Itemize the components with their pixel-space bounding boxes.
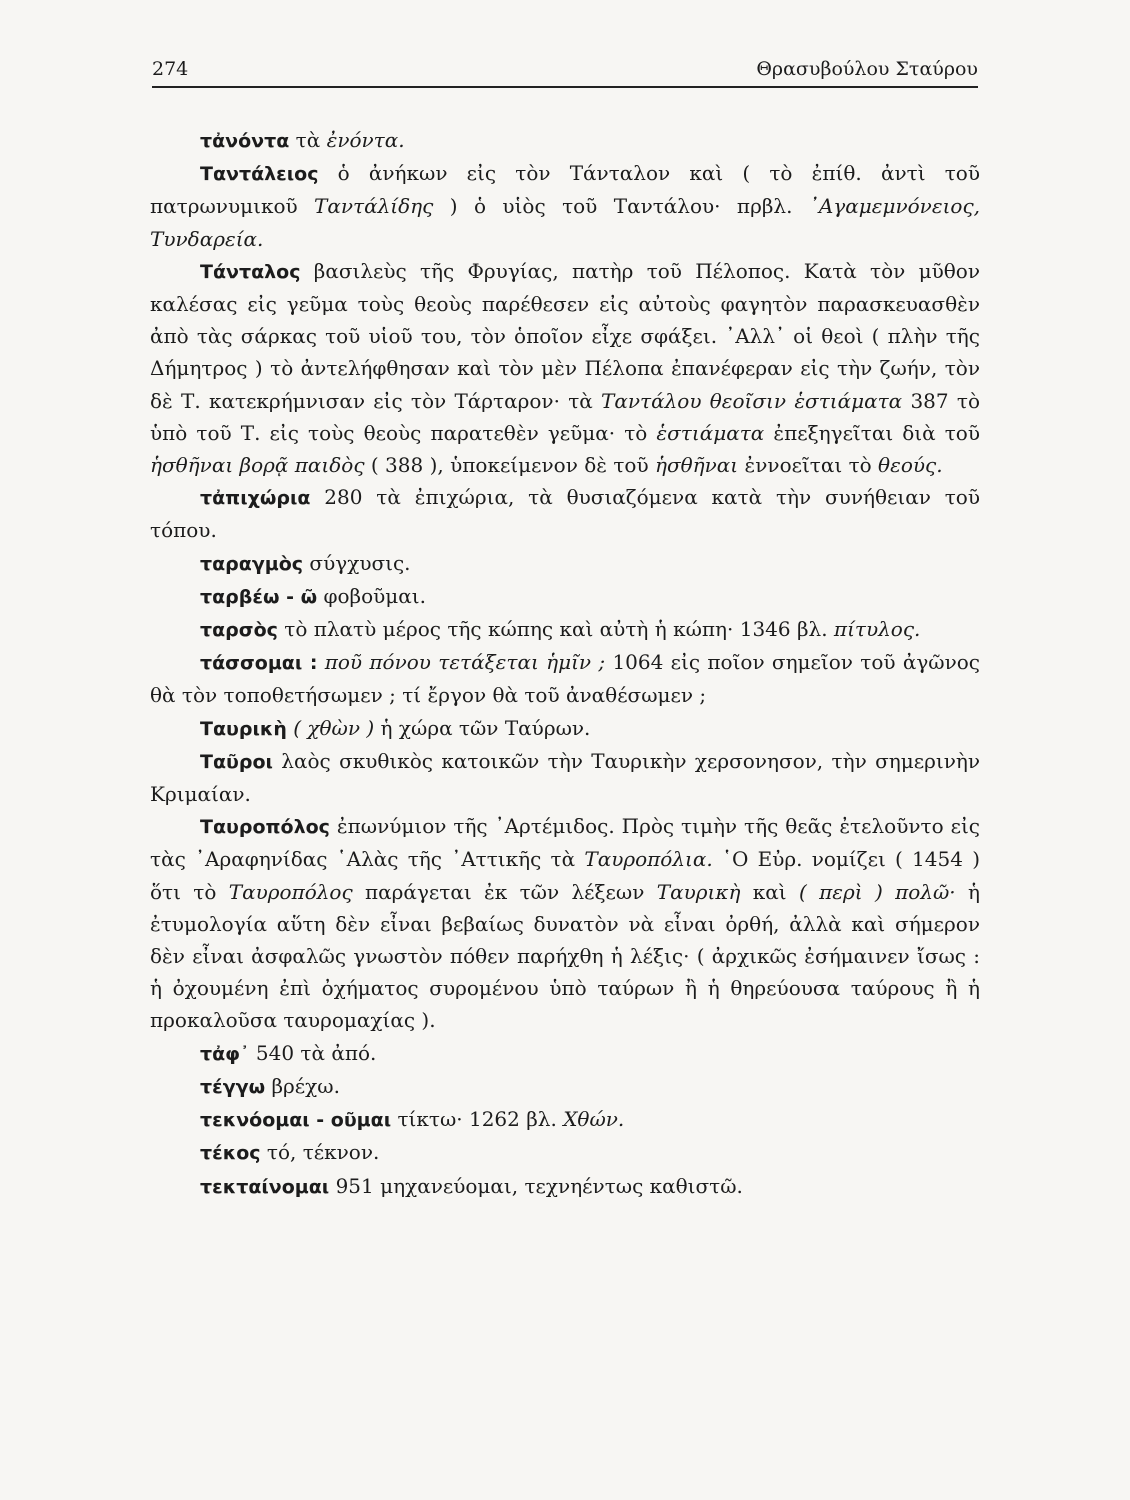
dictionary-entry bbox=[150, 712, 980, 745]
entry-italic-text: θεούς. bbox=[878, 453, 943, 478]
entry-text: παράγεται ἐκ τῶν λέξεων bbox=[352, 879, 657, 904]
entry-text: βασιλεὺς τῆς Φρυγίας, πατὴρ τοῦ Πέλοπος. Κατὰ τὸν μῦθον καλέσας εἰς γεῦμα τοὺς θεοὺς παρέθεσεν εἰς αὐτοὺς φαγητὸν παρασκευασθὲν ἀπὸ τὰς σάρκας τοῦ υἱοῦ του, τὸν ὁποῖον εἶχε σφάξει. ᾿Αλλ᾽ οἱ θεοὶ ( πλὴν τῆς Δήμητρος ) τὸ ἀντελήφθησαν καὶ τὸν μὲν Πέλοπα ἐπανέφεραν εἰς τὴν ζωήν, τὸν δὲ Τ. κατεκρήμνισαν εἰς τὸν Τάρταρον· τὰ bbox=[150, 258, 980, 413]
entry-headword: τεκταίνομαι bbox=[200, 1175, 330, 1198]
entry-text: σύγχυσις. bbox=[303, 550, 411, 575]
entry-text: ( 388 ), ὑποκείμενον δὲ τοῦ bbox=[364, 453, 655, 478]
entry-text: 387 τὸ ὑπὸ τοῦ Τ. εἰς τοὺς θεοὺς παρατεθὲν γεῦμα· τὸ bbox=[150, 388, 980, 445]
entry-italic-text: πίτυλος. bbox=[833, 617, 921, 642]
entry-italic-text: Ταυροπόλος bbox=[228, 879, 353, 904]
entry-text: λαὸς σκυθικὸς κατοικῶν τὴν Ταυρικὴν χερσονησον, τὴν σημερινὴν Κριμαίαν. bbox=[150, 748, 980, 807]
entry-headword: Ταντάλειος bbox=[200, 163, 319, 186]
entry-italic-text: ποῦ πόνου τετάξεται ἡμῖν ; bbox=[324, 650, 606, 675]
running-title: Θρασυβούλου Σταύρου bbox=[756, 58, 978, 80]
entry-italic-text: ( χθὼν ) bbox=[293, 715, 375, 740]
entry-text bbox=[317, 650, 324, 674]
entry-headword: Τάνταλος bbox=[200, 260, 301, 283]
entry-text: ῾Ο Εὐρ. νομίζει ( 1454 ) ὅτι τὸ bbox=[150, 847, 980, 904]
entry-italic-text: ἐνόντα. bbox=[326, 128, 405, 152]
entry-text: 540 τὰ ἀπό. bbox=[249, 1040, 377, 1065]
entry-text: τίκτω· 1262 βλ. bbox=[391, 1107, 564, 1132]
dictionary-entries bbox=[150, 124, 980, 1203]
entry-headword: Ταυροπόλος bbox=[200, 816, 330, 839]
dictionary-entry bbox=[150, 255, 980, 481]
entry-text: τὸ πλατὺ μέρος τῆς κώπης καὶ αὐτὴ ἡ κώπη· 1346 βλ. bbox=[277, 617, 834, 642]
entry-text: 1064 εἰς ποῖον σημεῖον τοῦ ἀγῶνος θὰ τὸν τοποθετήσωμεν ; τί ἔργον θὰ τοῦ ἀναθέσωμεν ; bbox=[150, 650, 981, 708]
dictionary-entry bbox=[150, 124, 980, 157]
entry-italic-text: Ταυρικὴ bbox=[656, 879, 741, 904]
dictionary-entry bbox=[150, 745, 980, 810]
entry-text: 951 μηχανεύομαι, τεχνηέντως καθιστῶ. bbox=[329, 1173, 743, 1198]
dictionary-entry bbox=[150, 580, 980, 613]
entry-headword: ταρβέω - ῶ bbox=[200, 585, 318, 608]
entry-text: ὁ ἀνήκων εἰς τὸν Τάνταλον καὶ ( τὸ ἐπίθ. ἀντὶ τοῦ πατρωνυμικοῦ bbox=[150, 161, 980, 219]
entry-text: φοβοῦμαι. bbox=[317, 583, 426, 608]
entry-italic-text: Ταντάλίδης bbox=[314, 194, 434, 219]
entry-text: ἡ χώρα τῶν Ταύρων. bbox=[374, 715, 591, 740]
dictionary-entry bbox=[150, 1136, 980, 1169]
entry-text: βρέχω. bbox=[265, 1073, 340, 1098]
entry-text: τὰ bbox=[289, 128, 327, 152]
dictionary-entry bbox=[150, 547, 980, 580]
entry-text: ἡ ἐτυμολογία αὕτη δὲν εἶναι βεβαίως δυνατὸν νὰ εἶναι ὀρθή, ἀλλὰ καὶ σήμερον δὲν εἶναι ἀσφαλῶς γνωστὸν πόθεν παρήχθη ἡ λέξις· ( ἀρχικῶς ἐσήμαινεν ἴσως : ἡ ὀχουμένη ἐπὶ ὀχήματος συρομένου ὑπὸ ταύρων ἢ ἡ θηρεύουσα ταύρους ἢ ἡ προκαλοῦσα ταυρομαχίας ). bbox=[150, 879, 981, 1033]
dictionary-entry bbox=[150, 613, 980, 646]
entry-italic-text: ᾿Αγαμεμνόνειος, Τυνδαρεία. bbox=[150, 194, 981, 251]
entry-headword: Ταυρικὴ bbox=[200, 717, 287, 740]
entry-headword: τἀφ᾽ bbox=[200, 1042, 250, 1065]
entry-italic-text: Ταντάλου θεοῖσιν ἑστιάματα bbox=[601, 388, 903, 413]
entry-headword: τἀπιχώρια bbox=[200, 487, 311, 510]
dictionary-entry bbox=[150, 1170, 980, 1203]
entry-headword: τεκνόομαι - οῦμαι bbox=[200, 1109, 392, 1132]
entry-italic-text: ἡσθῆναι bbox=[654, 453, 739, 478]
entry-text: τό, τέκνον. bbox=[260, 1140, 380, 1165]
entry-headword: τἀνόντα bbox=[200, 130, 290, 152]
dictionary-entry bbox=[150, 481, 980, 546]
dictionary-entry bbox=[150, 646, 980, 711]
entry-text: ἐπωνύμιον τῆς ᾿Αρτέμιδος. Πρὸς τιμὴν τῆς θεᾶς ἐτελοῦντο εἰς τὰς ᾿Αραφηνίδας ῾Αλὰς τῆς ᾿Αττικῆς τὰ bbox=[150, 814, 980, 872]
entry-text: 280 τὰ ἐπιχώρια, τὰ θυσιαζόμενα κατὰ τὴν συνήθειαν τοῦ τόπου. bbox=[150, 485, 980, 543]
dictionary-entry bbox=[150, 810, 980, 1036]
entry-italic-text: ἡσθῆναι βορᾷ παιδὸς bbox=[150, 453, 365, 478]
entry-text: ἐννοεῖται τὸ bbox=[738, 453, 879, 478]
entry-headword: ταραγμὸς bbox=[200, 552, 304, 575]
entry-text: ) ὁ υἱὸς τοῦ Ταντάλου· πρβλ. bbox=[433, 194, 809, 219]
page-number: 274 bbox=[152, 58, 189, 80]
entry-headword: τέγγω bbox=[200, 1075, 266, 1098]
dictionary-entry bbox=[150, 1070, 980, 1103]
page-header bbox=[152, 56, 978, 88]
entry-italic-text: Χθών. bbox=[563, 1107, 625, 1132]
entry-headword: τέκος bbox=[200, 1142, 261, 1165]
entry-headword: Ταῦροι bbox=[200, 750, 273, 773]
dictionary-entry bbox=[150, 157, 980, 255]
entry-italic-text: Ταυροπόλια. bbox=[584, 847, 713, 872]
entry-text: ἐπεξηγεῖται διὰ τοῦ bbox=[764, 420, 980, 445]
entry-text: καὶ bbox=[740, 879, 799, 904]
dictionary-entry bbox=[150, 1037, 980, 1070]
dictionary-entry bbox=[150, 1103, 980, 1136]
entry-italic-text: ( περὶ ) πολῶ· bbox=[799, 879, 956, 904]
entry-headword: τάσσομαι : bbox=[200, 652, 318, 675]
entry-headword: ταρσὸς bbox=[200, 619, 278, 642]
entry-italic-text: ἑστιάματα bbox=[656, 420, 765, 445]
